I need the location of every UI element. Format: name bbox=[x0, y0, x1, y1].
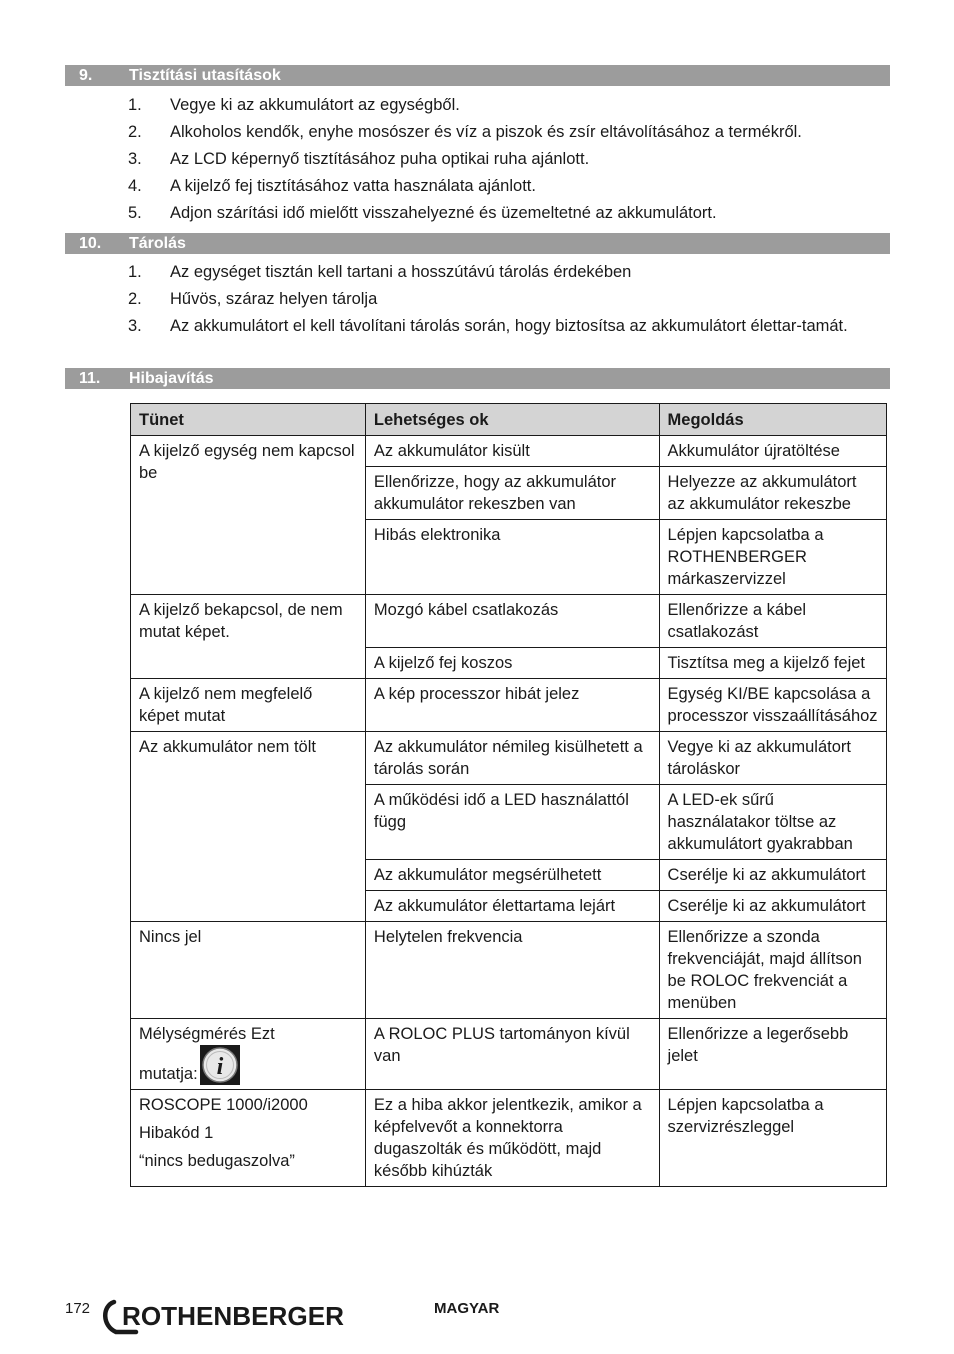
rothenberger-logo bbox=[100, 1296, 350, 1336]
cause-cell: Az akkumulátor megsérülhetett bbox=[365, 860, 659, 891]
solution-cell: Vegye ki az akkumulátort tároláskor bbox=[659, 732, 886, 785]
solution-cell: Lépjen kapcsolatba a szervizrészleggel bbox=[659, 1090, 886, 1187]
table-row bbox=[131, 679, 887, 732]
info-icon bbox=[200, 1045, 240, 1085]
solution-cell: Ellenőrizze a legerősebb jelet bbox=[659, 1019, 886, 1090]
list-item-text: Az egységet tisztán kell tartani a hosszútávú tárolás érdekében bbox=[170, 263, 632, 281]
section-title: Tisztítási utasítások bbox=[129, 67, 281, 84]
symptom-line: Mélységmérés Ezt bbox=[139, 1025, 275, 1043]
svg-text:i: i bbox=[216, 1054, 224, 1080]
section-number: 11. bbox=[79, 370, 101, 387]
header-solution: Megoldás bbox=[659, 404, 886, 436]
list-item-text: Adjon szárítási idő mielőtt visszahelyezné és üzemeltetné az akkumulátort. bbox=[170, 204, 717, 222]
cause-cell: A kijelző fej koszos bbox=[365, 648, 659, 679]
cause-cell: Az akkumulátor némileg kisülhetett a tárolás során bbox=[365, 732, 659, 785]
solution-cell: Tisztítsa meg a kijelző fejet bbox=[659, 648, 886, 679]
table-row bbox=[131, 595, 887, 648]
page-number: 172 bbox=[65, 1300, 91, 1317]
list-item-number: 3. bbox=[128, 150, 142, 168]
cause-cell: Mozgó kábel csatlakozás bbox=[365, 595, 659, 648]
symptom-cell bbox=[131, 1019, 366, 1090]
table-row bbox=[131, 1019, 887, 1090]
list-item-number: 1. bbox=[128, 263, 142, 281]
header-cause: Lehetséges ok bbox=[365, 404, 659, 436]
symptom-cell: A kijelző egység nem kapcsol be bbox=[131, 436, 366, 595]
troubleshooting-table bbox=[130, 403, 887, 1187]
solution-cell: Lépjen kapcsolatba a ROTHENBERGER márkaszervizzel bbox=[659, 520, 886, 595]
list-item-number: 2. bbox=[128, 290, 142, 308]
cause-cell: Az akkumulátor élettartama lejárt bbox=[365, 891, 659, 922]
solution-cell: A LED-ek sűrű használatakor töltse az akkumulátort gyakrabban bbox=[659, 785, 886, 860]
cause-cell: Ez a hiba akkor jelentkezik, amikor a képfelvevőt a konnektorra dugaszolták és működött, majd később kihúzták bbox=[365, 1090, 659, 1187]
list-item-number: 3. bbox=[128, 317, 142, 335]
symptom-cell: Nincs jel bbox=[131, 922, 366, 1019]
solution-cell: Ellenőrizze a szonda frekvenciáját, majd állítson be ROLOC frekvenciát a menüben bbox=[659, 922, 886, 1019]
list-item-number: 1. bbox=[128, 96, 142, 114]
solution-cell: Cserélje ki az akkumulátort bbox=[659, 891, 886, 922]
section-title: Tárolás bbox=[129, 235, 186, 252]
cause-cell: Hibás elektronika bbox=[365, 520, 659, 595]
list-item-text: A kijelző fej tisztításához vatta használata ajánlott. bbox=[170, 177, 536, 195]
logo-text: ROTHENBERGER bbox=[122, 1301, 345, 1331]
cause-cell: Helytelen frekvencia bbox=[365, 922, 659, 1019]
cause-cell: A kép processzor hibát jelez bbox=[365, 679, 659, 732]
symptom-cell: Az akkumulátor nem tölt bbox=[131, 732, 366, 922]
section-title: Hibajavítás bbox=[129, 370, 214, 387]
list-item-number: 4. bbox=[128, 177, 142, 195]
table-row bbox=[131, 436, 887, 467]
list-item-text: Hűvös, száraz helyen tárolja bbox=[170, 290, 378, 308]
cause-cell: Ellenőrizze, hogy az akkumulátor akkumulátor rekeszben van bbox=[365, 467, 659, 520]
section-header-cleaning bbox=[65, 65, 890, 86]
solution-cell: Helyezze az akkumulátort az akkumulátor rekeszbe bbox=[659, 467, 886, 520]
cause-cell: Az akkumulátor kisült bbox=[365, 436, 659, 467]
solution-cell: Egység KI/BE kapcsolása a processzor visszaállításához bbox=[659, 679, 886, 732]
symptom-cell: A kijelző bekapcsol, de nem mutat képet. bbox=[131, 595, 366, 679]
footer-language: MAGYAR bbox=[434, 1300, 500, 1317]
symptom-cell: A kijelző nem megfelelő képet mutat bbox=[131, 679, 366, 732]
cause-cell: A ROLOC PLUS tartományon kívül van bbox=[365, 1019, 659, 1090]
table-header-row bbox=[131, 404, 887, 436]
symptom-cell bbox=[131, 1090, 366, 1187]
section-header-troubleshooting bbox=[65, 368, 890, 389]
symptom-line: mutatja: bbox=[139, 1065, 198, 1083]
list-item-text: Vegye ki az akkumulátort az egységből. bbox=[170, 96, 460, 114]
table-row bbox=[131, 922, 887, 1019]
symptom-line: Hibakód 1 bbox=[139, 1124, 214, 1142]
list-item-text: Az akkumulátort el kell távolítani tárolás során, hogy biztosítsa az akkumulátort élettar-tamát. bbox=[170, 317, 848, 335]
table-row bbox=[131, 732, 887, 785]
symptom-line: ROSCOPE 1000/i2000 bbox=[139, 1096, 308, 1114]
symptom-line: “nincs bedugaszolva” bbox=[139, 1152, 295, 1170]
section-number: 10. bbox=[79, 235, 102, 252]
section-header-storage bbox=[65, 233, 890, 254]
cause-cell: A működési idő a LED használattól függ bbox=[365, 785, 659, 860]
list-item-number: 2. bbox=[128, 123, 142, 141]
section-number: 9. bbox=[79, 67, 93, 84]
list-item-text: Az LCD képernyő tisztításához puha optikai ruha ajánlott. bbox=[170, 150, 590, 168]
table-row bbox=[131, 1090, 887, 1187]
list-item-number: 5. bbox=[128, 204, 142, 222]
list-item-text: Alkoholos kendők, enyhe mosószer és víz a piszok és zsír eltávolításához a termékről. bbox=[170, 123, 802, 141]
solution-cell: Cserélje ki az akkumulátort bbox=[659, 860, 886, 891]
solution-cell: Ellenőrizze a kábel csatlakozást bbox=[659, 595, 886, 648]
solution-cell: Akkumulátor újratöltése bbox=[659, 436, 886, 467]
header-symptom: Tünet bbox=[131, 404, 366, 436]
